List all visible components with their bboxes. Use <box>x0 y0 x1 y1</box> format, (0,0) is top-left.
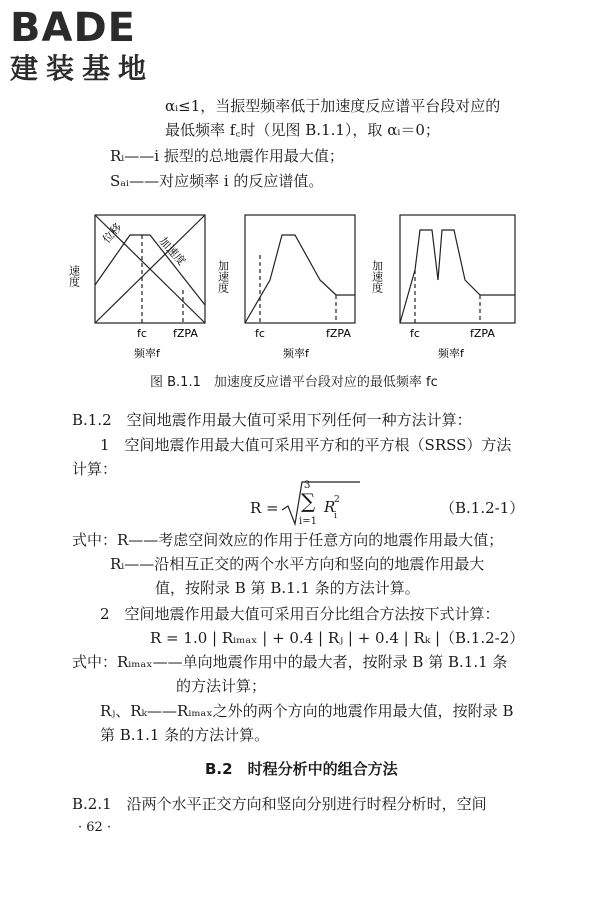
panel-3-fc-label: fc <box>410 327 420 340</box>
eq1-number: （B.1.2-1） <box>440 499 525 517</box>
eq1-lhs: R = <box>250 499 279 517</box>
panel-3-spectrum-curve <box>400 230 515 323</box>
eq1-exponent: 2 <box>334 495 340 505</box>
intro-line-1: αᵢ≤1，当振型频率低于加速度反应谱平台段对应的 <box>165 97 501 115</box>
panel-1-fc-label: fc <box>137 327 147 340</box>
eq1-radical <box>280 478 360 528</box>
panel-3-xlabel: 频率f <box>438 347 464 360</box>
eq1-term: R <box>324 498 336 516</box>
panel-1-ylabel: 速度 <box>67 265 81 287</box>
panel-2-fzpa-label: fZPA <box>326 327 351 340</box>
where-rj-rk-line-2: 第 B.1.1 条的方法计算。 <box>100 726 270 744</box>
panel-1-curve-displacement: 位移 <box>100 220 125 246</box>
eq1-sigma: ∑ <box>301 489 316 513</box>
where-ri-line-2: 值，按附录 B 第 B.1.1 条的方法计算。 <box>155 579 420 597</box>
panel-2-spectrum-curve <box>245 235 355 323</box>
logo <box>10 6 154 86</box>
panel-1-xlabel: 频率f <box>134 347 160 360</box>
panel-1-spectrum-curve <box>95 235 205 305</box>
item-2: 2 空间地震作用最大值可采用百分比组合方法按下式计算： <box>100 605 500 623</box>
logo-subtitle: 建装基地 <box>10 52 155 85</box>
logo-text: BADE <box>10 5 136 51</box>
panel-3-ylabel: 加速度 <box>370 260 384 293</box>
eq1-sum-top: 3 <box>304 480 311 491</box>
panel-2-xlabel: 频率f <box>283 347 309 360</box>
s-definition: Sₐᵢ——对应频率 i 的反应谱值。 <box>110 172 324 190</box>
where-ri-line-1: Rᵢ——沿相互正交的两个水平方向和竖向的地震作用最大 <box>110 555 485 573</box>
r-definition: Rᵢ——i 振型的总地震作用最大值； <box>110 147 344 165</box>
panel-2-fc-label: fc <box>255 327 265 340</box>
where-rimax-line-1: 式中：Rᵢₘₐₓ——单向地震作用中的最大者，按附录 B 第 B.1.1 条 <box>72 653 508 671</box>
panel-1-curve-acceleration: 加速度 <box>156 234 189 268</box>
intro-line-2: 最低频率 f꜀时（见图 B.1.1），取 αᵢ＝0； <box>165 121 440 139</box>
page-number: · 62 · <box>78 820 112 835</box>
panel-2-ylabel: 加速度 <box>216 260 230 293</box>
eq2-number: （B.1.2-2） <box>440 629 525 647</box>
panel-3 <box>400 215 515 323</box>
item-1-line-1: 1 空间地震作用最大值可采用平方和的平方根（SRSS）方法 <box>100 436 512 454</box>
eq1-subscript: i <box>334 511 337 521</box>
panel-1-fzpa-label: fZPA <box>173 327 198 340</box>
section-b-2-heading: B.2 时程分析中的组合方法 <box>205 760 398 778</box>
panel-2-frame <box>245 215 355 323</box>
eq1-sum-bottom: i=1 <box>299 516 317 527</box>
eq2: R = 1.0 | Rᵢₘₐₓ | + 0.4 | Rⱼ | + 0.4 | Rₖ | <box>150 629 441 647</box>
panel-3-fzpa-label: fZPA <box>470 327 495 340</box>
panel-2 <box>245 215 355 323</box>
item-1-line-2: 计算： <box>72 460 118 478</box>
panel-3-frame <box>400 215 515 323</box>
b-2-1-text: B.2.1 沿两个水平正交方向和竖向分别进行时程分析时，空间 <box>72 795 487 813</box>
figure-caption: 图 B.1.1 加速度反应谱平台段对应的最低频率 fc <box>150 375 438 390</box>
figure-b-1-1 <box>67 210 530 380</box>
where-rj-rk-line-1: Rⱼ、Rₖ——Rᵢₘₐₓ之外的两个方向的地震作用最大值，按附录 B <box>100 702 514 720</box>
section-b-1-2-title: B.1.2 空间地震作用最大值可采用下列任何一种方法计算： <box>72 411 472 429</box>
where-rimax-line-2: 的方法计算； <box>176 677 267 695</box>
where-r: 式中：R——考虑空间效应的作用于任意方向的地震作用最大值； <box>72 531 504 549</box>
